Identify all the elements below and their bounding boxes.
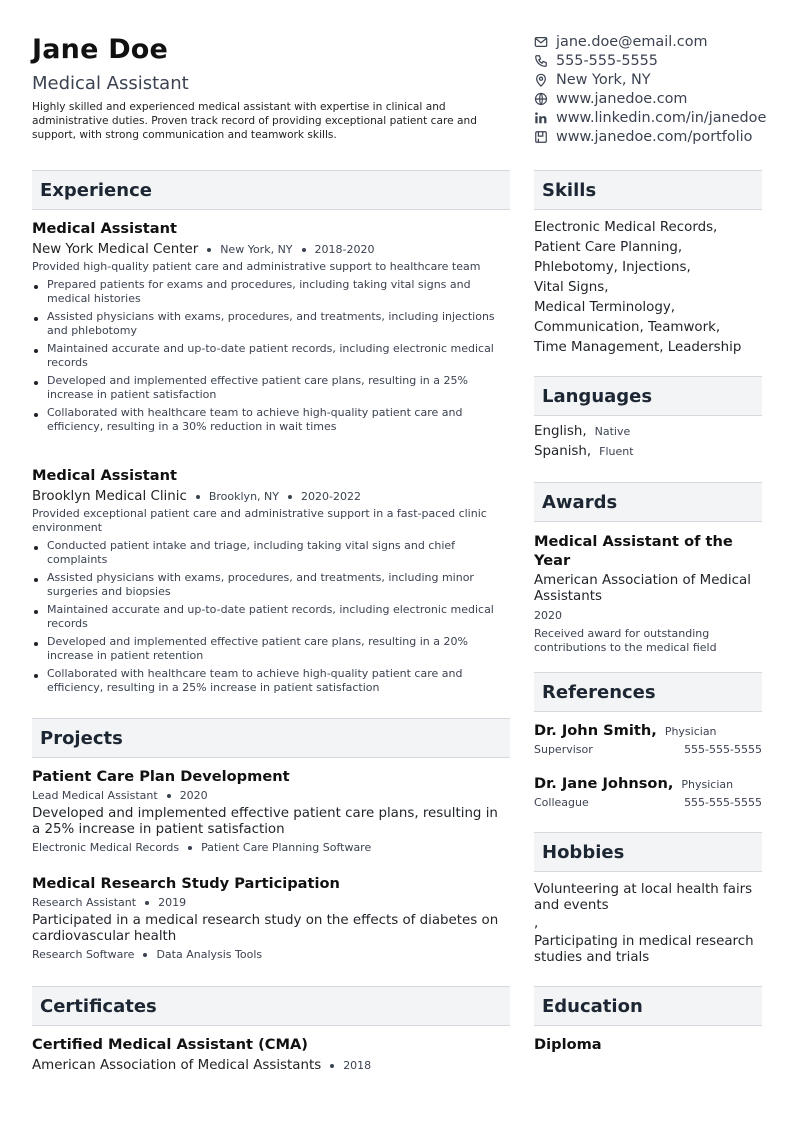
job-bullet: Maintained accurate and up-to-date patient records, including electronic medical records (32, 603, 510, 631)
contact-location (534, 70, 794, 89)
project-tool: Electronic Medical Records (32, 841, 180, 854)
hobbies-list (534, 882, 766, 966)
language-item (534, 424, 762, 444)
project-tool: Patient Care Planning Software (201, 841, 372, 854)
candidate-name: Jane Doe (32, 34, 169, 65)
job-bullet: Assisted physicians with exams, procedures, and treatments, including injections and phlebotomy (32, 310, 510, 338)
job-bullet: Collaborated with healthcare team to achieve high-quality patient care and efficiency, resulting in a 25% increase in patient satisfaction (32, 667, 510, 695)
skills-line: Vital Signs, (534, 280, 609, 295)
project-item (32, 875, 510, 961)
reference-relation: Colleague (534, 796, 589, 809)
separator-dot (145, 901, 149, 905)
job-bullet: Assisted physicians with exams, procedures, and treatments, including minor surgeries and biopsies (32, 571, 510, 599)
globe-icon (534, 92, 548, 106)
job-meta (32, 242, 510, 257)
job-dates: 2020-2022 (300, 490, 361, 503)
reference-header (534, 775, 762, 792)
language-name: English, (534, 424, 587, 439)
skills-line: Electronic Medical Records, (534, 220, 718, 235)
projects-heading: Projects (32, 718, 510, 758)
reference-details (534, 796, 762, 809)
project-meta (32, 789, 510, 802)
skills-line: Patient Care Planning, (534, 240, 683, 255)
job-company: New York Medical Center (32, 242, 199, 257)
job-description: Provided high-quality patient care and administrative support to healthcare team (32, 260, 481, 273)
project-title: Medical Research Study Participation (32, 875, 340, 892)
experience-heading: Experience (32, 170, 510, 210)
project-description: Participated in a medical research study on the effects of diabetes on cardiovascular health (32, 913, 499, 944)
job-meta (32, 489, 510, 504)
award-title: Medical Assistant of the Year (534, 533, 733, 569)
project-title: Patient Care Plan Development (32, 768, 290, 785)
project-tool: Data Analysis Tools (156, 948, 263, 961)
awards-heading: Awards (534, 482, 762, 522)
job-bullet: Maintained accurate and up-to-date patient records, including electronic medical records (32, 342, 510, 370)
separator-dot (330, 1064, 334, 1068)
separator-dot (143, 953, 147, 957)
contact-portfolio[interactable] (534, 127, 794, 146)
separator-dot (188, 846, 192, 850)
project-tools (32, 948, 510, 961)
location-pin-icon (534, 73, 548, 87)
separator-dot (302, 248, 306, 252)
location-text: New York, NY (556, 71, 651, 88)
experience-item (32, 467, 510, 699)
skills-heading: Skills (534, 170, 762, 210)
mail-icon (534, 35, 548, 49)
certificate-issuer: American Association of Medical Assistants (32, 1058, 322, 1073)
job-company: Brooklyn Medical Clinic (32, 489, 187, 504)
experience-item (32, 220, 510, 438)
award-year: 2020 (534, 609, 562, 622)
reference-name: Dr. Jane Johnson, (534, 775, 674, 792)
job-bullet: Developed and implemented effective patient care plans, resulting in a 20% increase in patient retention (32, 635, 510, 663)
reference-phone: 555-555-5555 (684, 796, 762, 809)
reference-phone: 555-555-5555 (684, 743, 762, 756)
reference-header (534, 722, 762, 739)
skills-line: Medical Terminology, (534, 300, 676, 315)
reference-position: Physician (664, 725, 717, 738)
job-bullet: Developed and implemented effective patient care plans, resulting in a 25% increase in patient satisfaction (32, 374, 510, 402)
project-meta (32, 896, 510, 909)
certificate-meta (32, 1058, 510, 1073)
hobby-separator: , (534, 916, 539, 931)
language-name: Spanish, (534, 444, 592, 459)
education-heading: Education (534, 986, 762, 1026)
portfolio-icon (534, 130, 548, 144)
project-year: 2019 (158, 896, 187, 909)
reference-details (534, 743, 762, 756)
skills-line: Phlebotomy, Injections, (534, 260, 691, 275)
skills-list (534, 218, 774, 358)
job-bullet: Conducted patient intake and triage, including taking vital signs and chief complaints (32, 539, 510, 567)
hobby-item: Volunteering at local health fairs and events (534, 882, 753, 913)
project-description: Developed and implemented effective patient care plans, resulting in a 25% increase in patient satisfaction (32, 806, 498, 837)
contact-linkedin[interactable] (534, 108, 794, 127)
project-year: 2020 (179, 789, 208, 802)
phone-text: 555-555-5555 (556, 52, 658, 69)
award-item (534, 532, 762, 655)
linkedin-icon (534, 111, 548, 125)
candidate-title: Medical Assistant (32, 73, 189, 94)
certificates-heading: Certificates (32, 986, 510, 1026)
job-dates: 2018-2020 (314, 243, 375, 256)
job-bullet: Prepared patients for exams and procedures, including taking vital signs and medical histories (32, 278, 510, 306)
job-title: Medical Assistant (32, 220, 177, 237)
summary-text: Highly skilled and experienced medical assistant with expertise in clinical and administrative duties. Proven track record of providing exceptional patient care and support, with strong communication and teamwork skills. (32, 101, 477, 141)
job-bullet: Collaborated with healthcare team to achieve high-quality patient care and efficiency, resulting in a 30% reduction in wait times (32, 406, 510, 434)
certificate-year: 2018 (343, 1059, 372, 1072)
reference-position: Physician (681, 778, 734, 791)
contact-block (534, 32, 794, 146)
job-title: Medical Assistant (32, 467, 177, 484)
contact-phone[interactable] (534, 51, 794, 70)
website-text: www.janedoe.com (556, 90, 688, 107)
language-level: Native (594, 425, 631, 438)
education-degree: Diploma (534, 1036, 602, 1053)
reference-name: Dr. John Smith, (534, 722, 657, 739)
reference-relation: Supervisor (534, 743, 593, 756)
award-description: Received award for outstanding contributions to the medical field (534, 627, 717, 654)
skills-line: Communication, Teamwork, (534, 320, 721, 335)
linkedin-text: www.linkedin.com/in/janedoe (556, 109, 767, 126)
email-text: jane.doe@email.com (556, 33, 708, 50)
skills-line: Time Management, Leadership (534, 340, 742, 355)
certificate-item (32, 1036, 510, 1073)
project-tools (32, 841, 510, 854)
job-bullets (32, 539, 510, 695)
language-item (534, 444, 762, 464)
award-organization: American Association of Medical Assistants (534, 573, 751, 604)
project-tool: Research Software (32, 948, 135, 961)
job-location: Brooklyn, NY (208, 490, 279, 503)
hobbies-heading: Hobbies (534, 832, 762, 872)
job-location: New York, NY (220, 243, 293, 256)
separator-dot (167, 794, 171, 798)
portfolio-text: www.janedoe.com/portfolio (556, 128, 753, 145)
languages-heading: Languages (534, 376, 762, 416)
certificate-title: Certified Medical Assistant (CMA) (32, 1036, 308, 1053)
project-role: Research Assistant (32, 896, 137, 909)
phone-icon (534, 54, 548, 68)
job-bullets (32, 278, 510, 434)
reference-item (534, 775, 762, 809)
hobby-item: Participating in medical research studies and trials (534, 934, 754, 965)
references-heading: References (534, 672, 762, 712)
contact-email[interactable] (534, 32, 794, 51)
project-role: Lead Medical Assistant (32, 789, 158, 802)
job-description: Provided exceptional patient care and administrative support in a fast-paced clinic environment (32, 507, 487, 534)
separator-dot (288, 495, 292, 499)
separator-dot (196, 495, 200, 499)
languages-list (534, 424, 762, 464)
separator-dot (207, 248, 211, 252)
contact-website[interactable] (534, 89, 794, 108)
language-level: Fluent (599, 445, 634, 458)
reference-item (534, 722, 762, 756)
project-item (32, 768, 510, 854)
